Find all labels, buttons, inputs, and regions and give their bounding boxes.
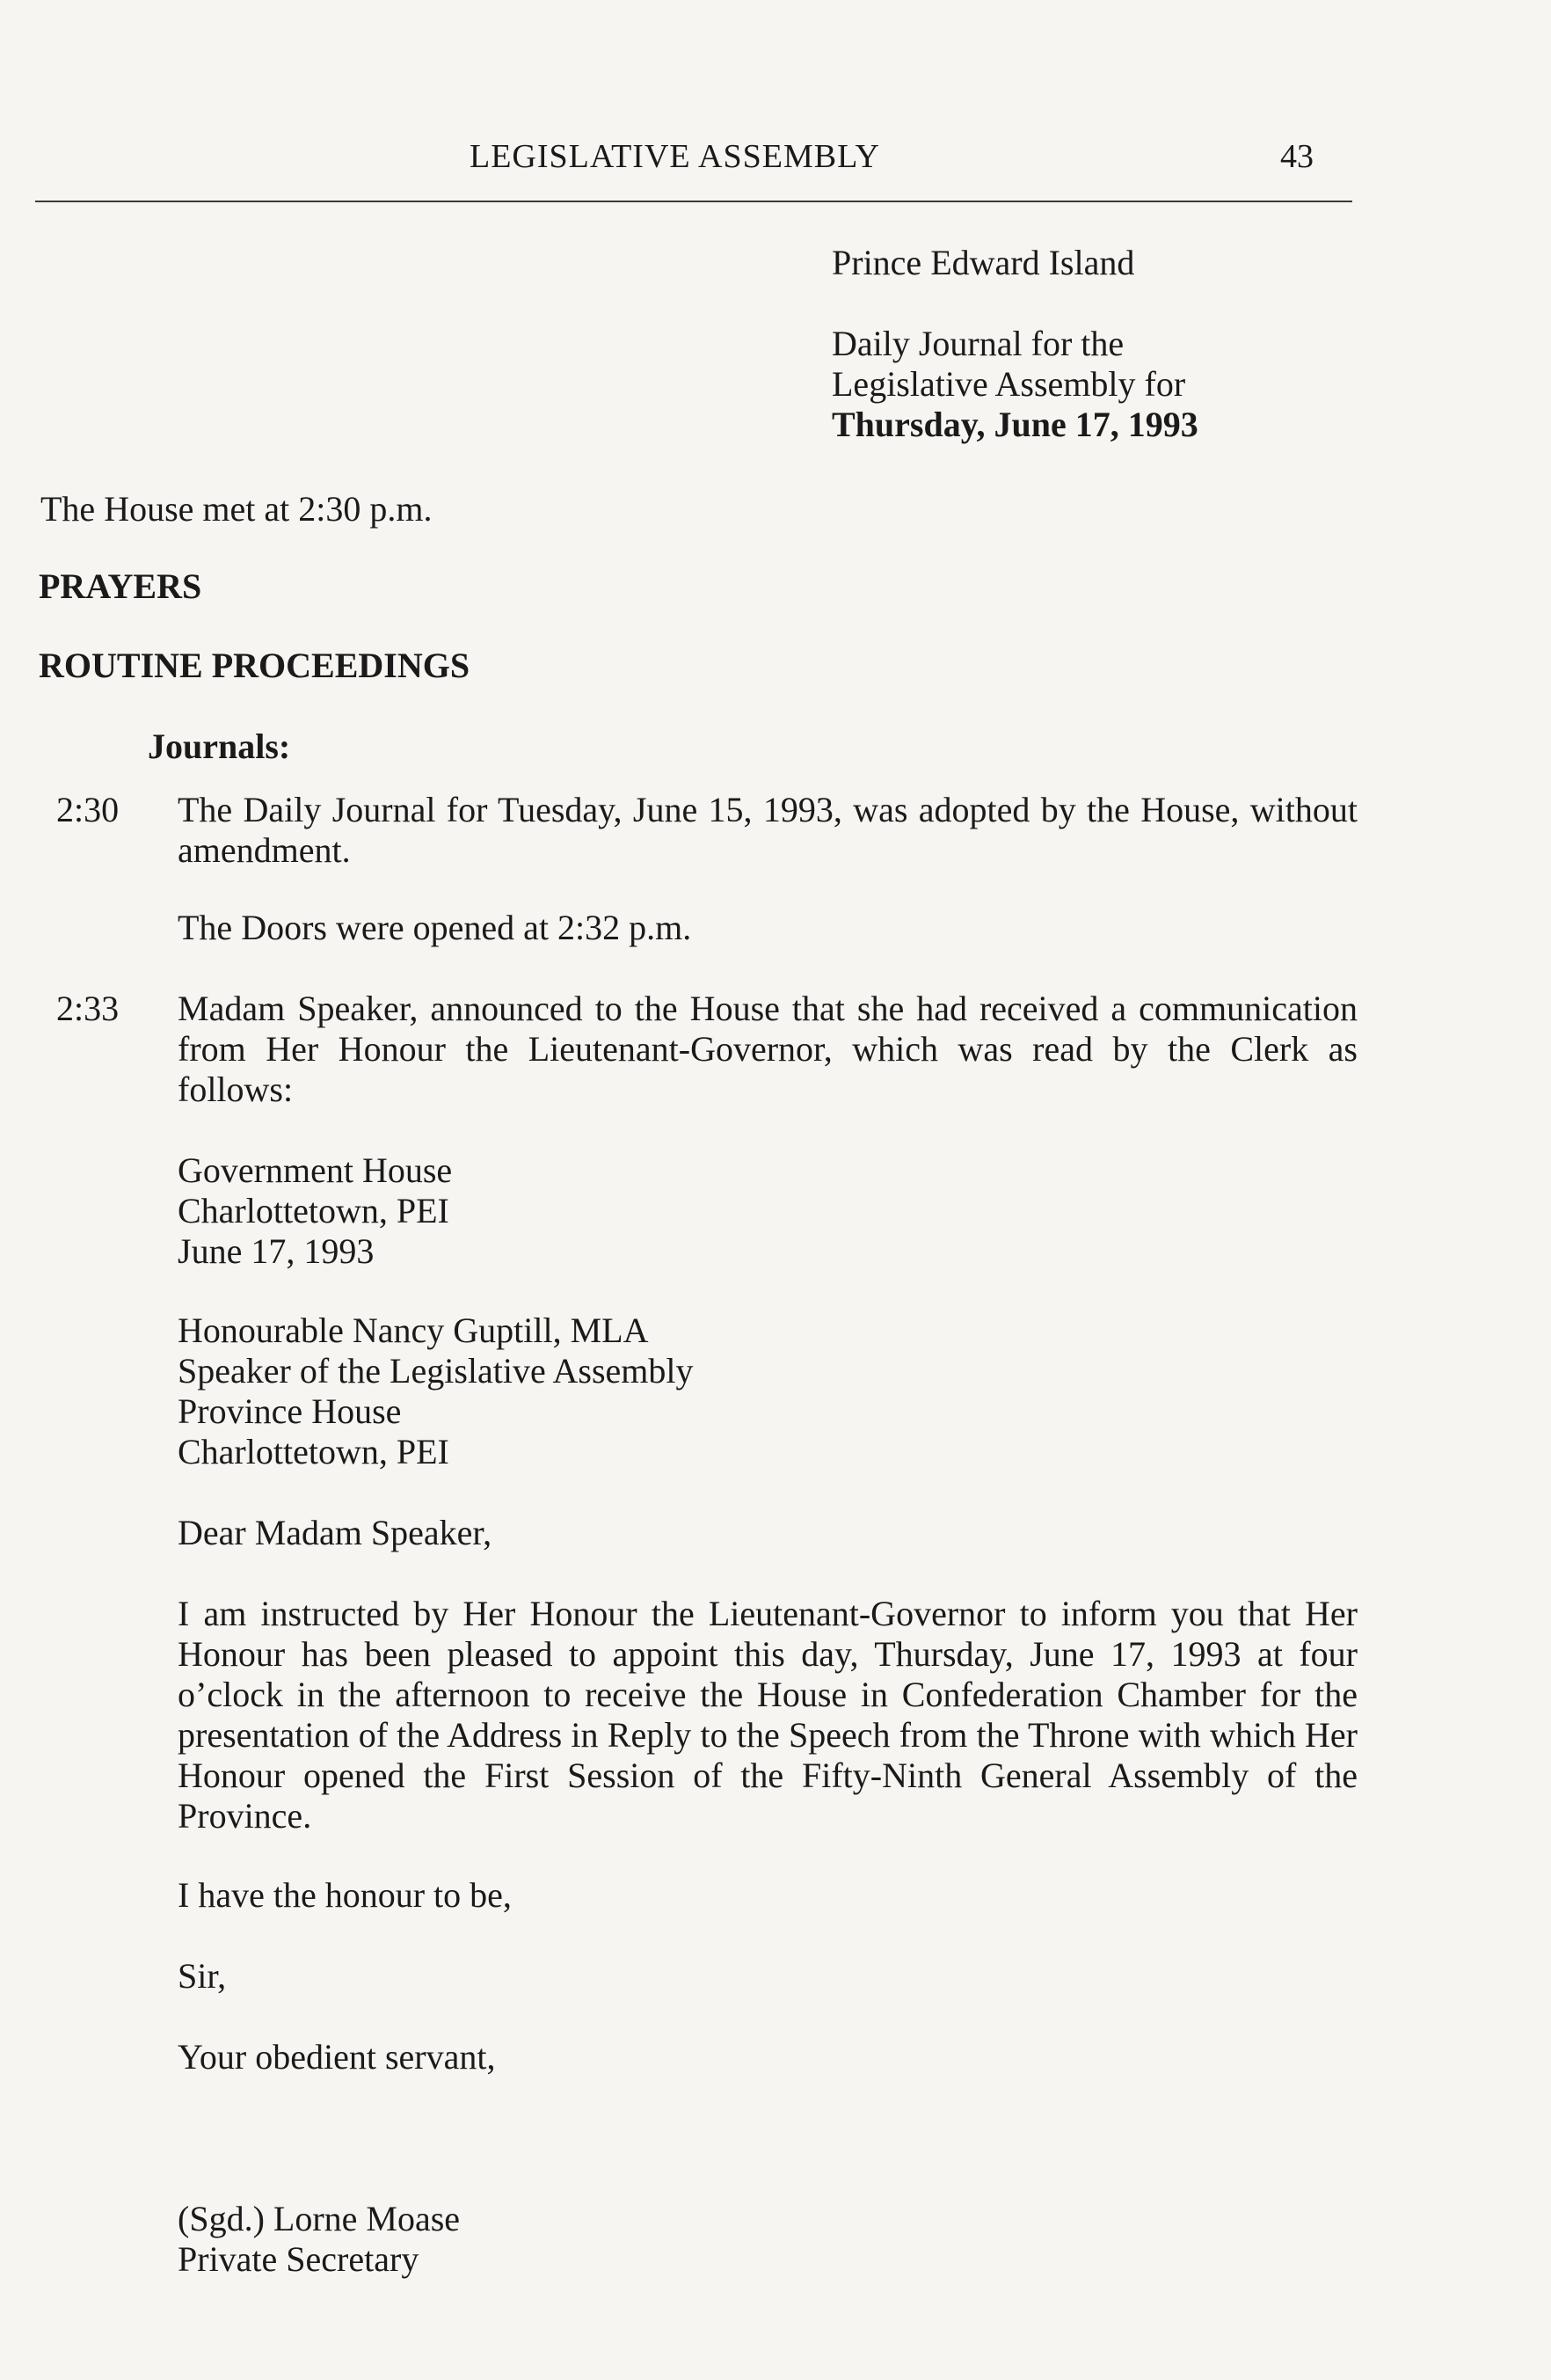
letter-closing-1: I have the honour to be, [178,1875,512,1915]
journal-title-line-1: Daily Journal for the [832,324,1125,363]
signature-title: Private Secretary [178,2239,419,2279]
letter-salutation: Dear Madam Speaker, [178,1513,492,1552]
signature-block [178,2199,460,2280]
prayers-heading: PRAYERS [39,566,202,606]
letter-closing-2: Sir, [178,1956,227,1996]
communication-time: 2:33 [56,989,120,1028]
journal-title-line-2: Legislative Assembly for [832,364,1186,404]
journals-text: The Daily Journal for Tuesday, June 15, 1993, was adopted by the House, without amendment. [178,790,1358,870]
page-number: 43 [1280,138,1314,175]
letter-closing-3: Your obedient servant, [178,2037,496,2077]
address-line: Honourable Nancy Guptill, MLA [178,1310,649,1350]
journals-subheading: Journals: [148,726,291,766]
address-line: Government House [178,1150,453,1190]
running-header: LEGISLATIVE ASSEMBLY [470,138,880,175]
address-line: Speaker of the Legislative Assembly [178,1351,694,1391]
recipient-address [178,1310,694,1472]
letter-body: I am instructed by Her Honour the Lieutenant-Governor to inform you that Her Honour has been pleased to appoint this day, Thursday, June 17, 1993 at four o’clock in the afternoon to receive the House in Confederation Chamber for the presentation of the Address in Reply to the Speech from the Throne with which Her Honour opened the First Session of the Fifty-Ninth General Assembly of the Province. [178,1594,1358,1836]
doors-opened-text: The Doors were opened at 2:32 p.m. [178,908,692,947]
communication-text: Madam Speaker, announced to the House that she had received a communication from Her Honour the Lieutenant-Governor, which was read by the Clerk as follows: [178,989,1358,1109]
address-line: Charlottetown, PEI [178,1432,449,1471]
journal-date: Thursday, June 17, 1993 [832,405,1198,444]
address-line: Province House [178,1391,402,1431]
house-met-text: The House met at 2:30 p.m. [40,489,433,529]
header-rule [35,201,1352,202]
journals-time: 2:30 [56,790,120,829]
sender-address [178,1150,452,1272]
address-line: June 17, 1993 [178,1231,375,1271]
journal-title-block [832,324,1198,445]
routine-proceedings-heading: ROUTINE PROCEEDINGS [39,646,470,685]
address-line: Charlottetown, PEI [178,1191,449,1230]
signature-name: (Sgd.) Lorne Moase [178,2199,461,2238]
province-name: Prince Edward Island [832,243,1135,282]
